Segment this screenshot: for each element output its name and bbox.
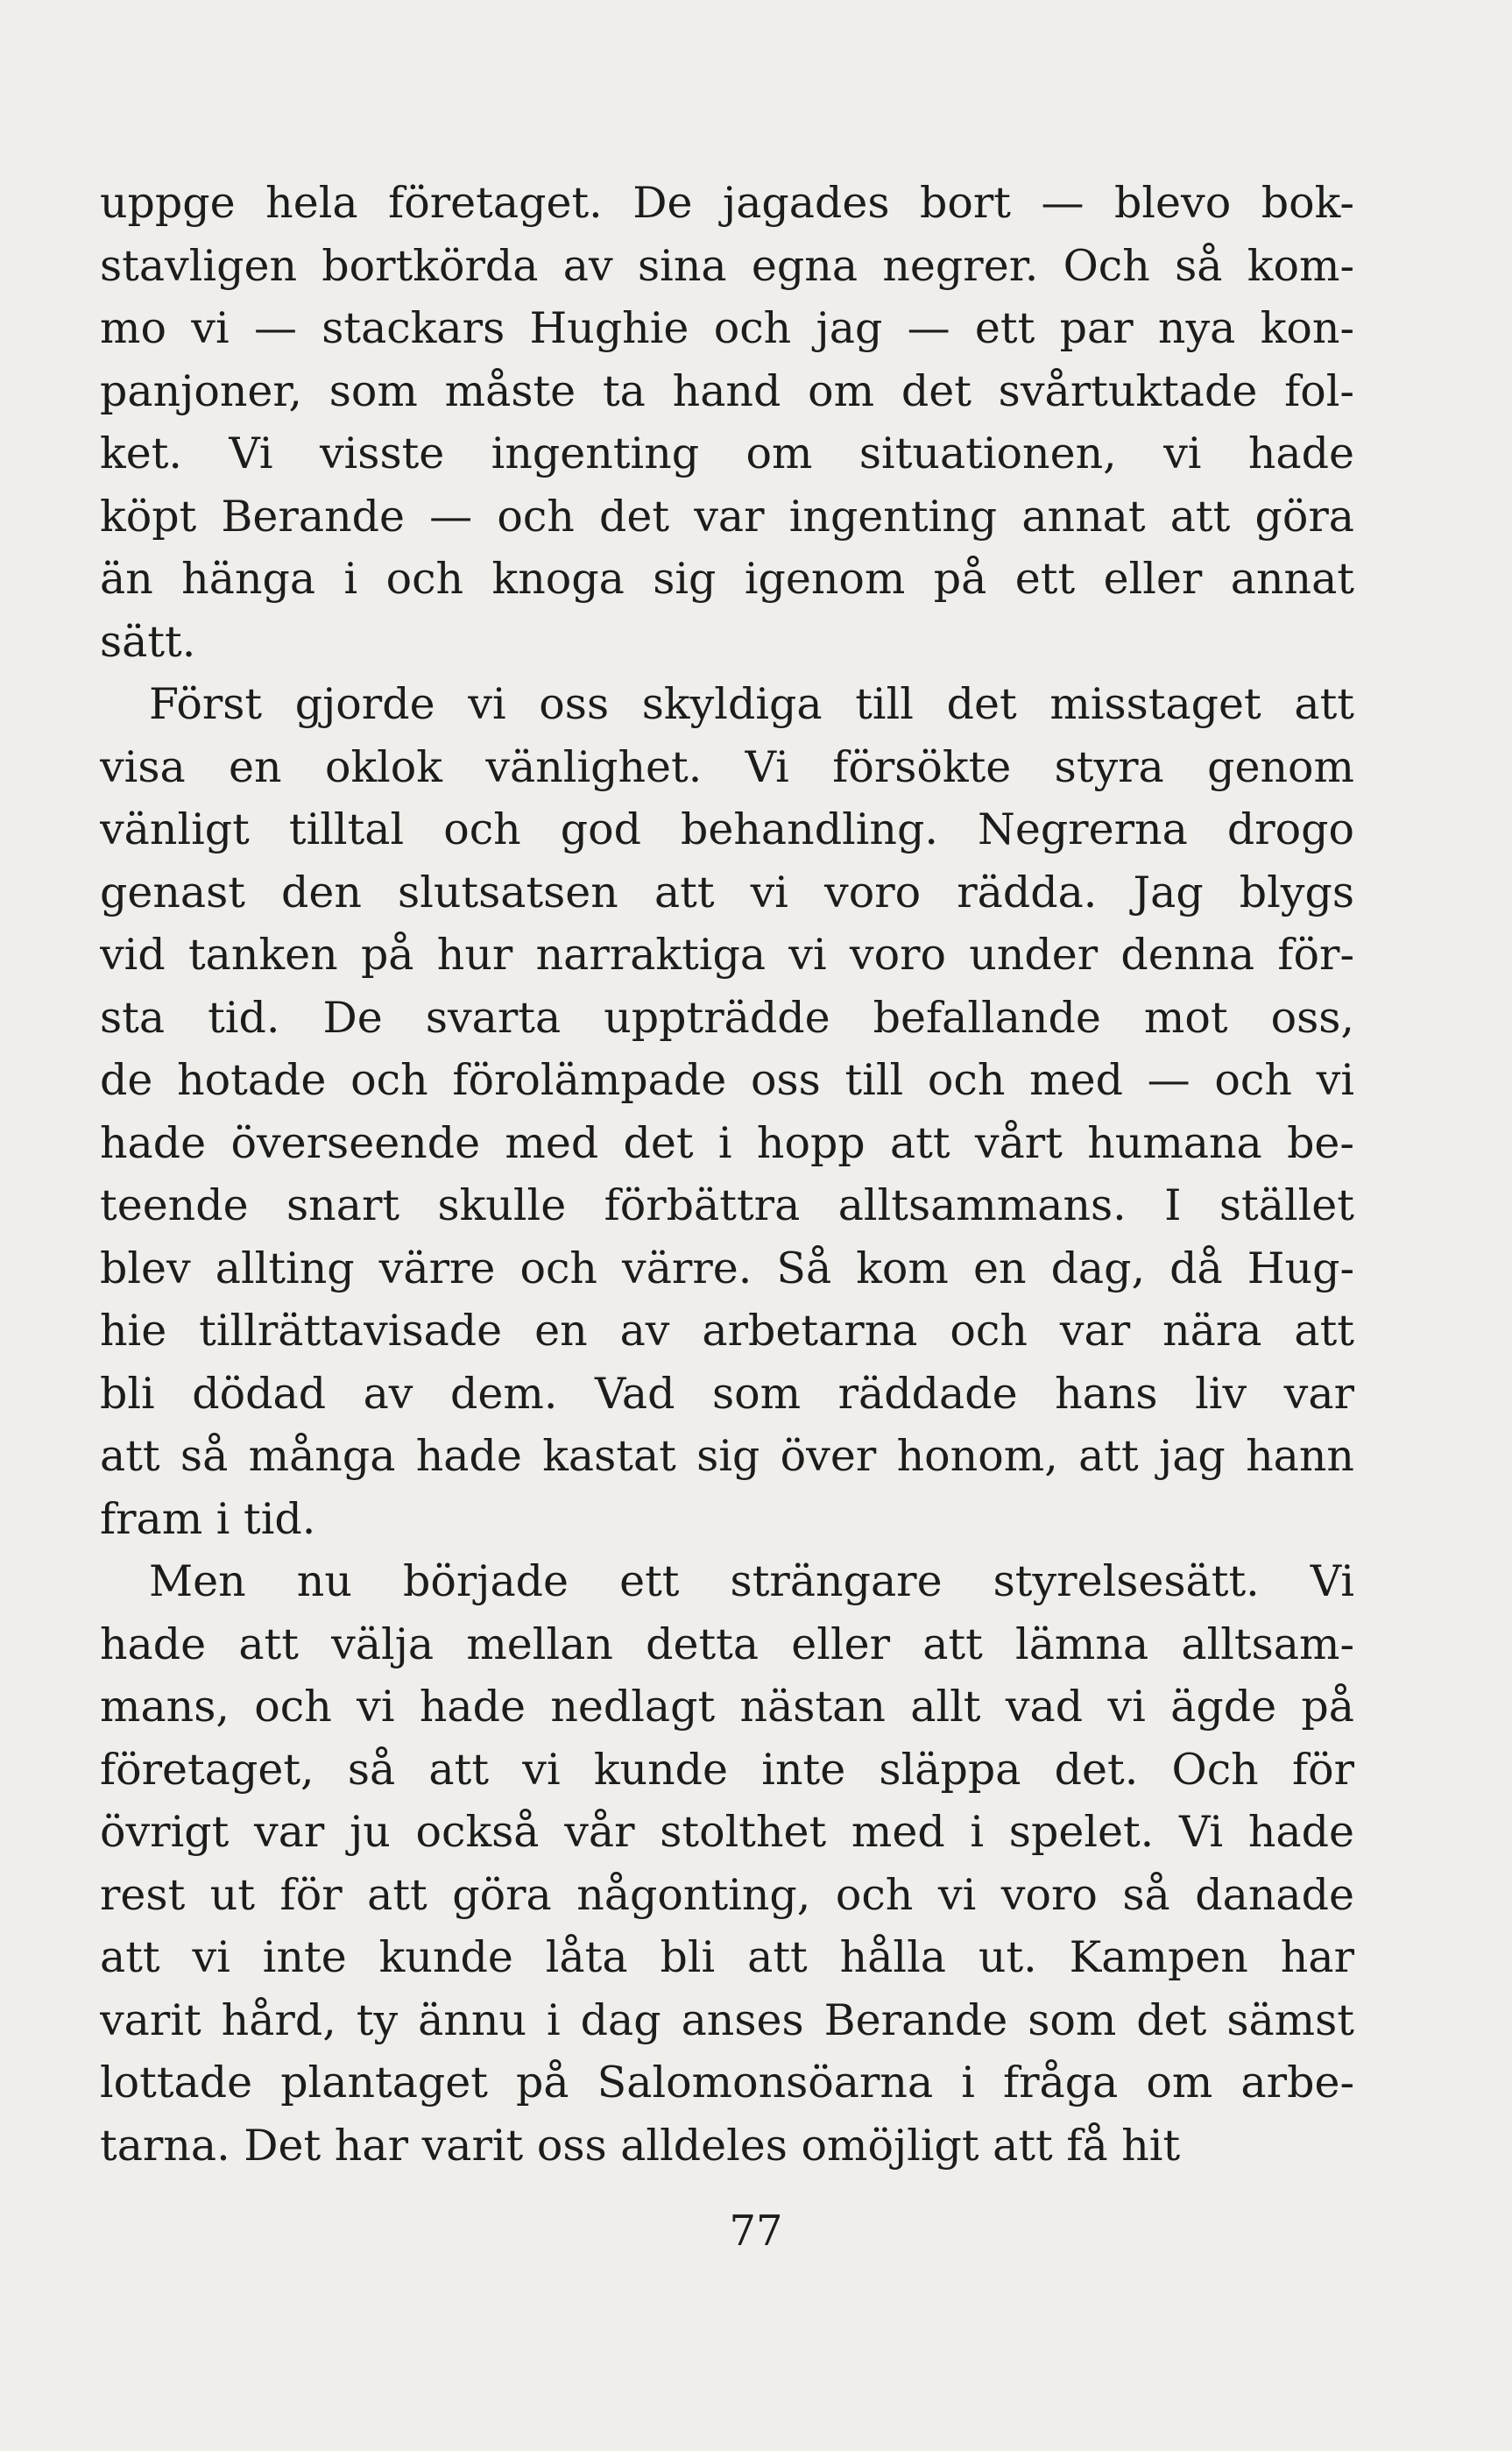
text-line: mo vi — stackars Hughie och jag — ett par nya kon- (100, 303, 1354, 353)
text-line: köpt Berande — och det var ingenting annat att göra (100, 491, 1354, 542)
text-line: hade att välja mellan detta eller att lämna alltsam- (100, 1619, 1354, 1669)
text-line: lottade plantaget på Salomonsöarna i fråga om arbe- (100, 2058, 1354, 2107)
text-line: att så många hade kastat sig över honom, att jag hann (100, 1431, 1354, 1481)
text-line: ket. Vi visste ingenting om situationen, vi hade (100, 429, 1354, 478)
text-line: tarna. Det har varit oss alldeles omöjligt att få hit (100, 2120, 1181, 2171)
text-line: övrigt var ju också vår stolthet med i spelet. Vi hade (100, 1807, 1354, 1857)
text-line: panjoner, som måste ta hand om det svårtuktade fol- (100, 365, 1354, 416)
page-number: 77 (729, 2207, 783, 2256)
text-line: teende snart skulle förbättra alltsammans. I stället (100, 1180, 1354, 1230)
body-text (100, 172, 1354, 2177)
text-line: mans, och vi hade nedlagt nästan allt vad vi ägde på (100, 1682, 1354, 1732)
text-line: än hänga i och knoga sig igenom på ett eller annat (100, 554, 1354, 604)
text-line: rest ut för att göra någonting, och vi voro så danade (100, 1869, 1354, 1920)
text-line: stavligen bortkörda av sina egna negrer. Och så kom- (100, 240, 1354, 291)
text-line: sta tid. De svarta uppträdde befallande mot oss, (100, 992, 1354, 1043)
text-line: fram i tid. (100, 1493, 316, 1544)
text-line: Men nu började ett strängare styrelsesätt. Vi (149, 1556, 1354, 1606)
text-line: varit hård, ty ännu i dag anses Berande som det sämst (100, 1994, 1354, 2045)
text-line: de hotade och förolämpade oss till och med — och vi (100, 1055, 1354, 1105)
text-line: hade överseende med det i hopp att vårt humana be- (100, 1117, 1354, 1168)
text-line: vänligt tilltal och god behandling. Negrerna drogo (100, 804, 1354, 854)
text-line: bli dödad av dem. Vad som räddade hans liv var (100, 1368, 1354, 1419)
text-line: uppge hela företaget. De jagades bort — blevo bok- (100, 178, 1354, 228)
text-line: vid tanken på hur narraktiga vi voro under denna för- (100, 930, 1354, 980)
text-line: Först gjorde vi oss skyldiga till det misstaget att (149, 679, 1354, 729)
text-line: sätt. (100, 616, 196, 667)
text-line: att vi inte kunde låta bli att hålla ut. Kampen har (100, 1932, 1354, 1982)
text-line: genast den slutsatsen att vi voro rädda. Jag blygs (100, 867, 1354, 917)
text-line: hie tillrättavisade en av arbetarna och var nära att (100, 1306, 1354, 1356)
text-line: blev allting värre och värre. Så kom en dag, då Hug- (100, 1243, 1354, 1293)
text-line: visa en oklok vänlighet. Vi försökte styra genom (100, 741, 1354, 792)
text-line: företaget, så att vi kunde inte släppa det. Och för (100, 1744, 1354, 1795)
